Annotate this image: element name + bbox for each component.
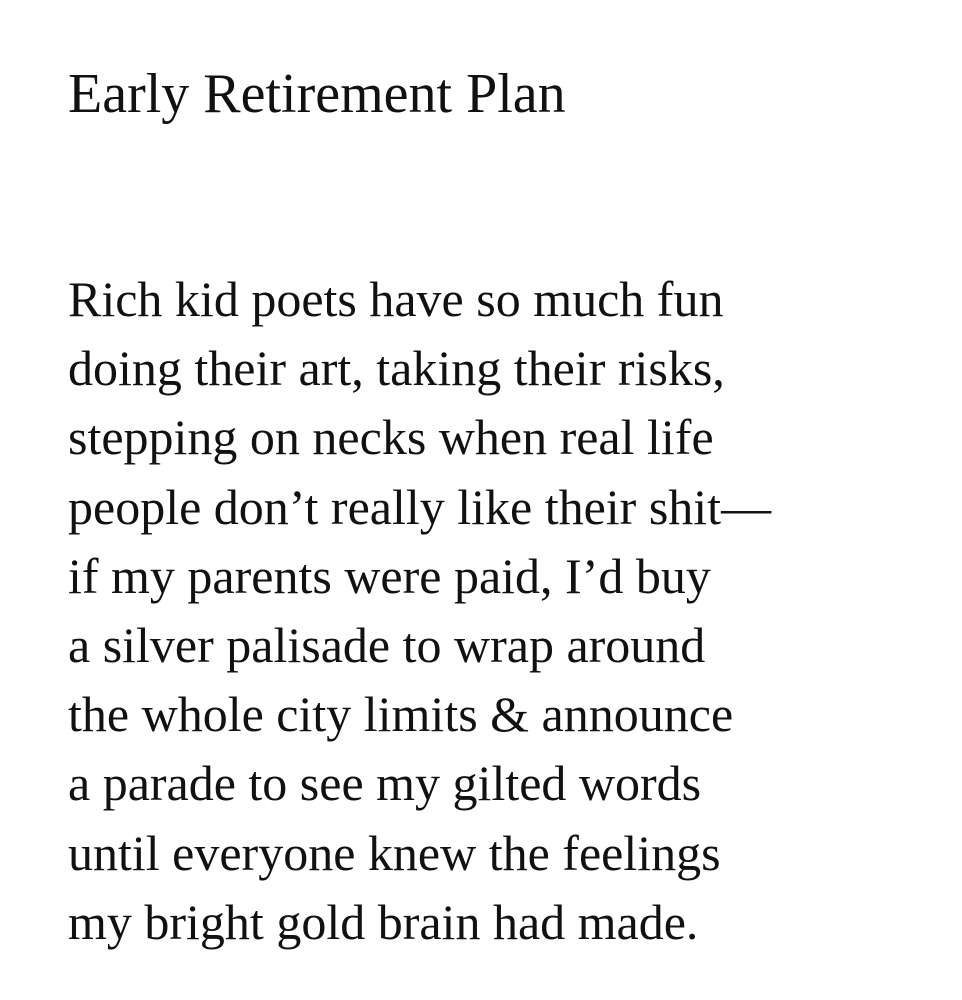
poem-title: Early Retirement Plan: [68, 63, 566, 125]
poem-line: doing their art, taking their risks,: [68, 340, 725, 397]
poem-line: until everyone knew the feelings: [68, 824, 721, 881]
poem-line: if my parents were paid, I’d buy: [68, 547, 711, 604]
poem-line: my bright gold brain had made.: [68, 893, 699, 950]
poem-line: Rich kid poets have so much fun: [68, 271, 724, 327]
poem-line: stepping on necks when real life: [68, 409, 714, 466]
poem-stanza: [68, 265, 771, 957]
poem-line: a parade to see my gilted words: [68, 755, 702, 812]
poem-line: the whole city limits & announce: [68, 686, 734, 743]
poem-line: people don’t really like their shit—: [68, 478, 772, 535]
poem-line: a silver palisade to wrap around: [68, 617, 706, 674]
